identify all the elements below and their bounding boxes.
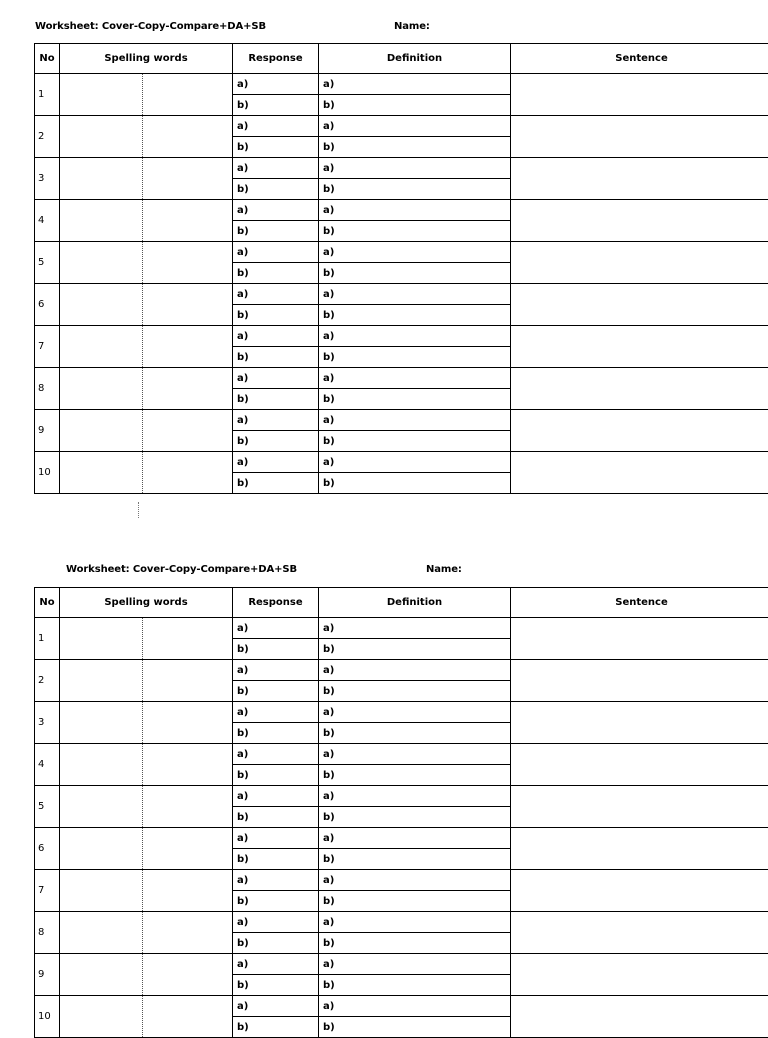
spelling-word-cell[interactable] (60, 200, 233, 242)
row-number: 4 (35, 200, 60, 242)
spelling-word-cell[interactable] (60, 954, 233, 996)
definition-b-cell[interactable]: b) (319, 389, 511, 410)
definition-a-cell[interactable]: a) (319, 74, 511, 95)
response-a-cell[interactable]: a) (233, 284, 319, 305)
row-number: 6 (35, 284, 60, 326)
sentence-cell[interactable] (511, 200, 768, 242)
table-row (35, 702, 768, 723)
sentence-cell[interactable] (511, 326, 768, 368)
spelling-word-cell[interactable] (60, 74, 233, 116)
response-a-cell[interactable]: a) (233, 368, 319, 389)
column-header-definition: Definition (319, 44, 511, 74)
dotted-guide-line (142, 786, 143, 827)
definition-a-cell[interactable]: a) (319, 744, 511, 765)
response-a-cell[interactable]: a) (233, 326, 319, 347)
definition-a-cell[interactable]: a) (319, 326, 511, 347)
spelling-word-cell[interactable] (60, 828, 233, 870)
table-row (35, 912, 768, 933)
spelling-word-cell[interactable] (60, 410, 233, 452)
response-a-cell[interactable]: a) (233, 410, 319, 431)
column-header-sentence: Sentence (511, 44, 768, 74)
sentence-cell[interactable] (511, 74, 768, 116)
definition-b-cell[interactable]: b) (319, 849, 511, 870)
dotted-guide-line (142, 870, 143, 911)
response-b-cell[interactable]: b) (233, 347, 319, 368)
definition-a-cell[interactable]: a) (319, 996, 511, 1017)
definition-a-cell[interactable]: a) (319, 912, 511, 933)
table-row (35, 828, 768, 849)
table-row (35, 996, 768, 1017)
table-row (35, 410, 768, 431)
spelling-word-cell[interactable] (60, 284, 233, 326)
dotted-guide-line (142, 618, 143, 659)
row-number: 8 (35, 912, 60, 954)
column-header-no: No (35, 44, 60, 74)
definition-a-cell[interactable]: a) (319, 660, 511, 681)
response-a-cell[interactable]: a) (233, 744, 319, 765)
definition-b-cell[interactable]: b) (319, 137, 511, 158)
response-b-cell[interactable]: b) (233, 975, 319, 996)
dotted-guide-line (142, 828, 143, 869)
dotted-guide-line (142, 996, 143, 1037)
definition-b-cell[interactable]: b) (319, 179, 511, 200)
table-row (35, 326, 768, 347)
definition-b-cell[interactable]: b) (319, 933, 511, 954)
definition-b-cell[interactable]: b) (319, 221, 511, 242)
definition-b-cell[interactable]: b) (319, 347, 511, 368)
spelling-word-cell[interactable] (60, 786, 233, 828)
column-header-response: Response (233, 44, 319, 74)
table-row (35, 200, 768, 221)
row-number: 2 (35, 116, 60, 158)
definition-b-cell[interactable]: b) (319, 681, 511, 702)
definition-b-cell[interactable]: b) (319, 1017, 511, 1038)
definition-a-cell[interactable]: a) (319, 870, 511, 891)
sentence-cell[interactable] (511, 996, 768, 1038)
table-row (35, 452, 768, 473)
sentence-cell[interactable] (511, 158, 768, 200)
response-b-cell[interactable]: b) (233, 765, 319, 786)
response-b-cell[interactable]: b) (233, 137, 319, 158)
response-a-cell[interactable]: a) (233, 828, 319, 849)
table-row (35, 870, 768, 891)
sentence-cell[interactable] (511, 452, 768, 494)
row-number: 5 (35, 786, 60, 828)
column-header-response: Response (233, 588, 319, 618)
dotted-guide-line (142, 242, 143, 283)
row-number: 3 (35, 702, 60, 744)
response-b-cell[interactable]: b) (233, 807, 319, 828)
response-a-cell[interactable]: a) (233, 912, 319, 933)
response-b-cell[interactable]: b) (233, 849, 319, 870)
definition-a-cell[interactable]: a) (319, 828, 511, 849)
definition-a-cell[interactable]: a) (319, 786, 511, 807)
response-b-cell[interactable]: b) (233, 473, 319, 494)
response-b-cell[interactable]: b) (233, 179, 319, 200)
row-number: 6 (35, 828, 60, 870)
response-a-cell[interactable]: a) (233, 74, 319, 95)
definition-a-cell[interactable]: a) (319, 200, 511, 221)
response-a-cell[interactable]: a) (233, 618, 319, 639)
dotted-guide-line (142, 452, 143, 493)
table-row (35, 954, 768, 975)
table-row (35, 744, 768, 765)
definition-b-cell[interactable]: b) (319, 891, 511, 912)
spelling-word-cell[interactable] (60, 242, 233, 284)
row-number: 2 (35, 660, 60, 702)
row-number: 4 (35, 744, 60, 786)
name-label: Name: (394, 21, 430, 32)
table-row (35, 74, 768, 95)
table-row (35, 116, 768, 137)
definition-a-cell[interactable]: a) (319, 954, 511, 975)
spelling-word-cell[interactable] (60, 744, 233, 786)
sentence-cell[interactable] (511, 660, 768, 702)
row-number: 5 (35, 242, 60, 284)
response-a-cell[interactable]: a) (233, 158, 319, 179)
response-a-cell[interactable]: a) (233, 996, 319, 1017)
response-a-cell[interactable]: a) (233, 200, 319, 221)
response-b-cell[interactable]: b) (233, 891, 319, 912)
row-number: 10 (35, 996, 60, 1038)
dotted-guide-line (142, 326, 143, 367)
response-a-cell[interactable]: a) (233, 870, 319, 891)
worksheet-table (34, 43, 768, 494)
definition-b-cell[interactable]: b) (319, 723, 511, 744)
table-row (35, 158, 768, 179)
definition-b-cell[interactable]: b) (319, 95, 511, 116)
dotted-guide-line (142, 74, 143, 115)
sentence-cell[interactable] (511, 242, 768, 284)
table-row (35, 368, 768, 389)
dotted-guide-line (142, 954, 143, 995)
response-b-cell[interactable]: b) (233, 681, 319, 702)
row-number: 7 (35, 870, 60, 912)
name-label: Name: (426, 564, 462, 575)
response-a-cell[interactable]: a) (233, 954, 319, 975)
dotted-guide-line (142, 158, 143, 199)
sentence-cell[interactable] (511, 368, 768, 410)
response-a-cell[interactable]: a) (233, 702, 319, 723)
response-a-cell[interactable]: a) (233, 452, 319, 473)
sentence-cell[interactable] (511, 618, 768, 660)
definition-b-cell[interactable]: b) (319, 807, 511, 828)
dotted-guide-line (142, 660, 143, 701)
sentence-cell[interactable] (511, 744, 768, 786)
definition-b-cell[interactable]: b) (319, 263, 511, 284)
definition-b-cell[interactable]: b) (319, 765, 511, 786)
column-header-no: No (35, 588, 60, 618)
worksheet-title: Worksheet: Cover-Copy-Compare+DA+SB (66, 564, 297, 575)
definition-b-cell[interactable]: b) (319, 639, 511, 660)
spelling-word-cell[interactable] (60, 660, 233, 702)
definition-a-cell[interactable]: a) (319, 702, 511, 723)
sentence-cell[interactable] (511, 284, 768, 326)
spelling-word-cell[interactable] (60, 996, 233, 1038)
definition-a-cell[interactable]: a) (319, 158, 511, 179)
dotted-guide-line (138, 502, 139, 518)
response-a-cell[interactable]: a) (233, 786, 319, 807)
row-number: 8 (35, 368, 60, 410)
response-b-cell[interactable]: b) (233, 431, 319, 452)
dotted-guide-line (142, 368, 143, 409)
response-b-cell[interactable]: b) (233, 95, 319, 116)
definition-a-cell[interactable]: a) (319, 242, 511, 263)
spelling-word-cell[interactable] (60, 326, 233, 368)
spelling-word-cell[interactable] (60, 368, 233, 410)
dotted-guide-line (142, 116, 143, 157)
spelling-word-cell[interactable] (60, 702, 233, 744)
definition-b-cell[interactable]: b) (319, 431, 511, 452)
dotted-guide-line (142, 200, 143, 241)
dotted-guide-line (142, 410, 143, 451)
row-number: 10 (35, 452, 60, 494)
dotted-guide-line (142, 744, 143, 785)
table-row (35, 618, 768, 639)
sentence-cell[interactable] (511, 870, 768, 912)
spelling-word-cell[interactable] (60, 618, 233, 660)
row-number: 9 (35, 410, 60, 452)
response-a-cell[interactable]: a) (233, 660, 319, 681)
dotted-guide-line (142, 702, 143, 743)
dotted-guide-line (142, 912, 143, 953)
definition-a-cell[interactable]: a) (319, 618, 511, 639)
definition-a-cell[interactable]: a) (319, 410, 511, 431)
column-header-spelling-words: Spelling words (60, 44, 233, 74)
definition-a-cell[interactable]: a) (319, 116, 511, 137)
response-a-cell[interactable]: a) (233, 116, 319, 137)
row-number: 1 (35, 618, 60, 660)
sentence-cell[interactable] (511, 702, 768, 744)
column-header-definition: Definition (319, 588, 511, 618)
worksheet-table (34, 587, 768, 1038)
sentence-cell[interactable] (511, 912, 768, 954)
column-header-sentence: Sentence (511, 588, 768, 618)
sentence-cell[interactable] (511, 828, 768, 870)
sentence-cell[interactable] (511, 954, 768, 996)
spelling-word-cell[interactable] (60, 912, 233, 954)
definition-a-cell[interactable]: a) (319, 284, 511, 305)
definition-b-cell[interactable]: b) (319, 975, 511, 996)
sentence-cell[interactable] (511, 786, 768, 828)
spelling-word-cell[interactable] (60, 870, 233, 912)
response-b-cell[interactable]: b) (233, 933, 319, 954)
definition-b-cell[interactable]: b) (319, 305, 511, 326)
row-number: 9 (35, 954, 60, 996)
dotted-guide-line (142, 284, 143, 325)
sentence-cell[interactable] (511, 410, 768, 452)
table-row (35, 660, 768, 681)
response-b-cell[interactable]: b) (233, 723, 319, 744)
response-a-cell[interactable]: a) (233, 242, 319, 263)
row-number: 1 (35, 74, 60, 116)
worksheet-title: Worksheet: Cover-Copy-Compare+DA+SB (35, 21, 266, 32)
table-row (35, 242, 768, 263)
definition-b-cell[interactable]: b) (319, 473, 511, 494)
definition-a-cell[interactable]: a) (319, 368, 511, 389)
row-number: 7 (35, 326, 60, 368)
response-b-cell[interactable]: b) (233, 639, 319, 660)
spelling-word-cell[interactable] (60, 116, 233, 158)
response-b-cell[interactable]: b) (233, 1017, 319, 1038)
table-row (35, 284, 768, 305)
response-b-cell[interactable]: b) (233, 389, 319, 410)
sentence-cell[interactable] (511, 116, 768, 158)
response-b-cell[interactable]: b) (233, 221, 319, 242)
column-header-spelling-words: Spelling words (60, 588, 233, 618)
definition-a-cell[interactable]: a) (319, 452, 511, 473)
row-number: 3 (35, 158, 60, 200)
spelling-word-cell[interactable] (60, 452, 233, 494)
response-b-cell[interactable]: b) (233, 263, 319, 284)
table-row (35, 786, 768, 807)
response-b-cell[interactable]: b) (233, 305, 319, 326)
spelling-word-cell[interactable] (60, 158, 233, 200)
